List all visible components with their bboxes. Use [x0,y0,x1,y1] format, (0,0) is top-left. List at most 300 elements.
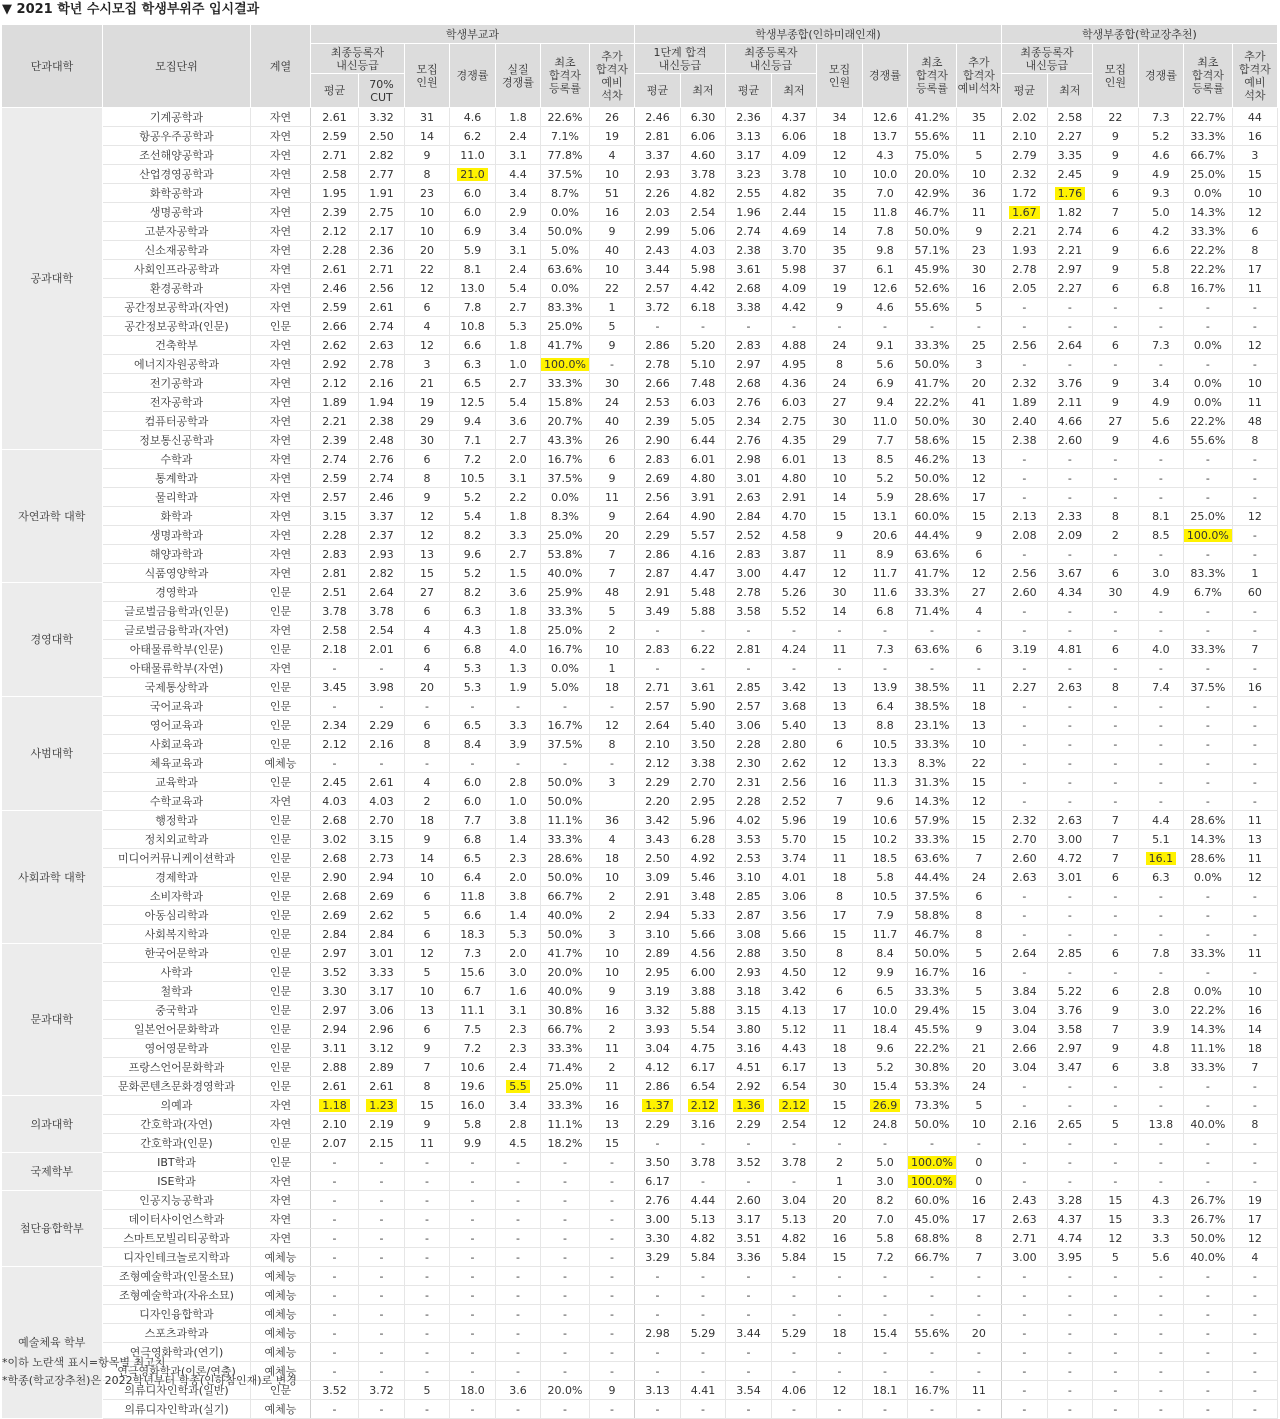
unit-cell: 영어영문학과 [103,1039,251,1058]
value-cell: 16 [956,963,1001,982]
value-cell: - [1183,792,1232,811]
value-cell: 6 [405,450,450,469]
value-cell: 2.36 [725,108,771,127]
value-cell: - [1092,925,1138,944]
value-cell: 18.2% [541,1134,590,1153]
header-avg: 평균 [311,74,359,108]
value-cell: 3.49 [634,602,680,621]
unit-cell: 문화콘텐츠문화경영학과 [103,1077,251,1096]
value-cell: 40.0% [541,982,590,1001]
value-cell: 12 [1232,336,1277,355]
value-cell: 8.5 [862,450,907,469]
value-cell: - [589,697,634,716]
value-cell: - [771,1267,816,1286]
table-row [2,1267,1278,1286]
value-cell: 15 [956,773,1001,792]
value-cell: - [1138,1324,1183,1343]
value-cell: 2.84 [311,925,359,944]
value-cell: 6.5 [450,849,496,868]
value-cell: 2.58 [311,165,359,184]
value-cell: 5.40 [680,716,725,735]
value-cell: - [1001,317,1047,336]
value-cell: - [541,697,590,716]
value-cell: 3.28 [1047,1191,1092,1210]
value-cell: 11 [816,545,862,564]
highlight-value: 100.0% [1184,529,1232,542]
table-row [2,374,1278,393]
value-cell: 4.9 [1138,393,1183,412]
value-cell: - [771,317,816,336]
value-cell: 50.0% [907,944,956,963]
value-cell: - [1001,659,1047,678]
value-cell: - [359,1324,405,1343]
value-cell: - [496,1267,541,1286]
value-cell: - [725,659,771,678]
value-cell: 57.1% [907,241,956,260]
value-cell: 25 [956,336,1001,355]
value-cell: 2.84 [359,925,405,944]
value-cell: 8.3% [907,754,956,773]
value-cell: 2.79 [1001,146,1047,165]
value-cell: - [1138,887,1183,906]
value-cell: 3 [405,355,450,374]
value-cell: 22.2% [1183,412,1232,431]
track-cell: 자연 [251,792,311,811]
value-cell: 8 [1232,431,1277,450]
unit-cell: 국어교육과 [103,697,251,716]
value-cell: - [405,1343,450,1362]
value-cell: - [1092,602,1138,621]
track-cell: 인문 [251,317,311,336]
track-cell: 자연 [251,545,311,564]
value-cell: - [1001,602,1047,621]
value-cell: 5.90 [680,697,725,716]
value-cell: 21 [405,374,450,393]
value-cell: 6.28 [680,830,725,849]
value-cell: 16 [1232,1001,1277,1020]
value-cell: 2.16 [1001,1115,1047,1134]
value-cell: 33.3% [1183,127,1232,146]
value-cell: - [956,621,1001,640]
value-cell: - [1232,526,1277,545]
value-cell: 18.0 [450,1381,496,1400]
value-cell: 2.4 [496,260,541,279]
track-cell: 자연 [251,564,311,583]
value-cell: 4.3 [1138,1191,1183,1210]
value-cell: 30 [1092,583,1138,602]
value-cell: 3 [589,925,634,944]
value-cell: 6.06 [680,127,725,146]
value-cell: 13.3 [862,754,907,773]
value-cell: 5.46 [680,868,725,887]
value-cell: - [1092,469,1138,488]
value-cell: - [541,1362,590,1381]
unit-cell: 영어교육과 [103,716,251,735]
value-cell: 3.00 [1001,1248,1047,1267]
value-cell: 1.8 [496,621,541,640]
value-cell: 2.37 [359,526,405,545]
value-cell: 3.67 [1047,564,1092,583]
track-cell: 인문 [251,1381,311,1400]
value-cell: 4.5 [496,1134,541,1153]
highlight-value: 5.5 [506,1080,530,1093]
value-cell: 5.96 [680,811,725,830]
value-cell: 2.69 [359,887,405,906]
highlight-value: 1.23 [366,1099,397,1112]
value-cell: - [405,1324,450,1343]
value-cell: 2.3 [496,1020,541,1039]
table-row [2,545,1278,564]
value-cell: 26 [589,108,634,127]
header-ratio: 경쟁률 [450,44,496,108]
value-cell: - [1232,1362,1277,1381]
value-cell: 2.55 [725,184,771,203]
value-cell: 7.2 [450,1039,496,1058]
value-cell: 14 [816,488,862,507]
value-cell: 2.8 [1138,982,1183,1001]
track-cell: 자연 [251,507,311,526]
header-min: 최저 [680,74,725,108]
table-row [2,887,1278,906]
value-cell: - [634,1305,680,1324]
value-cell: - [1138,355,1183,374]
value-cell: 3.06 [725,716,771,735]
value-cell: - [311,1153,359,1172]
table-row [2,1001,1278,1020]
track-cell: 자연 [251,184,311,203]
value-cell: 6.5 [450,716,496,735]
value-cell: 83.3% [1183,564,1232,583]
value-cell: 12 [1232,507,1277,526]
value-cell: 5.2 [1138,127,1183,146]
value-cell: - [1138,1362,1183,1381]
value-cell: 71.4% [541,1058,590,1077]
value-cell: 4.82 [771,1229,816,1248]
value-cell: 7.1% [541,127,590,146]
value-cell: 2.66 [1001,1039,1047,1058]
value-cell: 15 [956,431,1001,450]
value-cell: - [311,1305,359,1324]
value-cell: 2.74 [1047,222,1092,241]
value-cell: - [1183,716,1232,735]
value-cell: 16 [816,1229,862,1248]
value-cell: 3.50 [771,944,816,963]
value-cell: 4.81 [1047,640,1092,659]
value-cell: 2.71 [311,146,359,165]
value-cell: - [1092,355,1138,374]
college-cell: 공과대학 [2,108,103,450]
value-cell: 5.9 [450,241,496,260]
value-cell: - [1183,450,1232,469]
value-cell: 5 [956,944,1001,963]
value-cell: - [1092,545,1138,564]
value-cell: 38.5% [907,697,956,716]
value-cell: 31 [405,108,450,127]
value-cell: 9 [405,1115,450,1134]
value-cell: 18.3 [450,925,496,944]
value-cell: 3.44 [725,1324,771,1343]
value-cell: 13 [816,716,862,735]
value-cell: - [771,1305,816,1324]
value-cell: 10 [589,260,634,279]
unit-cell: 일본언어문화학과 [103,1020,251,1039]
value-cell: 5.4 [496,279,541,298]
value-cell: 2.32 [1001,165,1047,184]
value-cell: - [1047,1077,1092,1096]
value-cell: 3.06 [771,887,816,906]
value-cell: 1.89 [311,393,359,412]
value-cell: - [1047,792,1092,811]
value-cell [771,1096,816,1115]
value-cell: 2.60 [725,1191,771,1210]
value-cell: - [450,1286,496,1305]
value-cell: 2.54 [680,203,725,222]
unit-cell: 미디어커뮤니케이션학과 [103,849,251,868]
highlight-value: 21.0 [457,168,488,181]
value-cell: 60 [1232,583,1277,602]
value-cell: 20 [956,1324,1001,1343]
value-cell: 4 [589,146,634,165]
value-cell: 9.6 [862,792,907,811]
value-cell: - [1047,716,1092,735]
value-cell: - [1232,963,1277,982]
value-cell: 63.6% [541,260,590,279]
unit-cell: 식품영양학과 [103,564,251,583]
value-cell: - [1047,1343,1092,1362]
value-cell: 4.09 [771,146,816,165]
value-cell: 33.3% [1183,222,1232,241]
value-cell: 13 [816,1058,862,1077]
value-cell: 2.69 [311,906,359,925]
value-cell: 33.3% [1183,944,1232,963]
value-cell: 6.7 [450,982,496,1001]
value-cell: - [1232,621,1277,640]
value-cell: 4.82 [771,184,816,203]
value-cell: 3.0 [1138,1001,1183,1020]
value-cell: 9.3 [1138,184,1183,203]
header-group-principal: 학생부종합(학교장추천) [1001,25,1277,44]
value-cell: 15.4 [862,1077,907,1096]
college-cell: 예술체육 학부 [2,1267,103,1419]
track-cell: 자연 [251,469,311,488]
value-cell: 3.15 [359,830,405,849]
value-cell: 50.0% [907,222,956,241]
value-cell: 2.51 [311,583,359,602]
value-cell: 10 [589,868,634,887]
value-cell: 2.01 [359,640,405,659]
header-extra: 추가 합격자 예비석차 [956,44,1001,108]
value-cell: 6 [956,887,1001,906]
value-cell: - [907,1305,956,1324]
value-cell: 2.70 [1001,830,1047,849]
value-cell: 9.6 [450,545,496,564]
value-cell: 9 [1092,1039,1138,1058]
value-cell: - [1183,1400,1232,1419]
value-cell: 4.47 [771,564,816,583]
value-cell: - [496,1229,541,1248]
value-cell: - [589,1229,634,1248]
value-cell: - [1232,1381,1277,1400]
value-cell: 2.46 [311,279,359,298]
value-cell: 7.5 [450,1020,496,1039]
value-cell: - [589,1286,634,1305]
value-cell: - [634,621,680,640]
value-cell: 9 [1092,374,1138,393]
value-cell [634,1096,680,1115]
value-cell: 25.0% [541,621,590,640]
value-cell: 11 [1232,849,1277,868]
value-cell: 16 [589,1096,634,1115]
value-cell: 2.62 [771,754,816,773]
value-cell: 11.3 [862,773,907,792]
unit-cell: 사회복지학과 [103,925,251,944]
track-cell: 자연 [251,1229,311,1248]
value-cell: - [907,1343,956,1362]
value-cell: 12 [1092,1229,1138,1248]
value-cell: 4 [956,602,1001,621]
value-cell: 13 [589,1115,634,1134]
value-cell: - [1092,298,1138,317]
value-cell: 2.64 [1047,336,1092,355]
value-cell: 20 [816,1191,862,1210]
track-cell: 인문 [251,583,311,602]
value-cell: 8 [405,735,450,754]
value-cell: 4.0 [1138,640,1183,659]
value-cell: - [1092,773,1138,792]
highlight-value: 100.0% [908,1175,956,1188]
value-cell: 18 [816,868,862,887]
value-cell: - [771,1134,816,1153]
highlight-value: 100.0% [541,358,589,371]
value-cell: 5.6 [1138,1248,1183,1267]
value-cell: - [816,1362,862,1381]
value-cell: - [1047,1305,1092,1324]
value-cell: - [1183,488,1232,507]
value-cell: - [541,1400,590,1419]
unit-cell: 디자인융합학과 [103,1305,251,1324]
value-cell: 20.0% [907,165,956,184]
value-cell: 4.02 [725,811,771,830]
header-reg-rate: 최초 합격자 등록률 [907,44,956,108]
unit-cell: 전자공학과 [103,393,251,412]
value-cell: - [359,1400,405,1419]
value-cell: 20.0% [541,963,590,982]
unit-cell: 소비자학과 [103,887,251,906]
value-cell: - [1001,1153,1047,1172]
value-cell: 46.2% [907,450,956,469]
value-cell: - [1183,1343,1232,1362]
value-cell: 3.54 [725,1381,771,1400]
value-cell: 5.8 [862,1229,907,1248]
value-cell: - [1232,659,1277,678]
value-cell: 4.44 [680,1191,725,1210]
value-cell: 8.2 [862,1191,907,1210]
value-cell: - [725,1362,771,1381]
college-cell: 경영대학 [2,583,103,697]
value-cell: - [1232,773,1277,792]
highlight-value: 1.37 [642,1099,673,1112]
value-cell: - [862,1286,907,1305]
value-cell: - [1183,697,1232,716]
value-cell: 5.2 [862,469,907,488]
value-cell: 40.0% [1183,1248,1232,1267]
value-cell: 7 [956,849,1001,868]
value-cell: 10.6 [862,811,907,830]
value-cell: - [680,659,725,678]
value-cell: - [1092,1400,1138,1419]
value-cell: 14 [1232,1020,1277,1039]
table-row [2,1324,1278,1343]
value-cell: 10 [816,165,862,184]
value-cell: 2.34 [725,412,771,431]
value-cell: 3.13 [725,127,771,146]
header-final-grade: 최종등록자 내신등급 [725,44,816,74]
value-cell: 1.95 [311,184,359,203]
value-cell: - [1092,1381,1138,1400]
value-cell: 3.61 [725,260,771,279]
value-cell: 6.06 [771,127,816,146]
value-cell: 2.60 [1001,583,1047,602]
value-cell: 8.9 [862,545,907,564]
value-cell: 15.8% [541,393,590,412]
value-cell: - [359,754,405,773]
value-cell: - [1092,887,1138,906]
value-cell: - [1183,1096,1232,1115]
value-cell: 2.57 [725,697,771,716]
value-cell: - [1001,450,1047,469]
value-cell: 9 [589,336,634,355]
value-cell: - [450,754,496,773]
value-cell: 2.50 [359,127,405,146]
value-cell: 2.83 [725,545,771,564]
value-cell: 13.0 [450,279,496,298]
value-cell: - [1092,1286,1138,1305]
value-cell: 55.6% [1183,431,1232,450]
value-cell: 5 [956,982,1001,1001]
value-cell: - [1138,754,1183,773]
value-cell: 3.42 [771,678,816,697]
value-cell: 2 [816,1153,862,1172]
value-cell: 18 [405,811,450,830]
value-cell: 4.3 [450,621,496,640]
value-cell: - [1232,1324,1277,1343]
value-cell: - [680,1400,725,1419]
value-cell: 6.3 [450,355,496,374]
value-cell: - [1001,488,1047,507]
value-cell: 41.7% [541,336,590,355]
value-cell: 10 [956,165,1001,184]
value-cell: 2.91 [634,583,680,602]
value-cell: 9.6 [862,1039,907,1058]
value-cell: 9.1 [862,336,907,355]
value-cell: 3.53 [725,830,771,849]
value-cell: - [956,1286,1001,1305]
value-cell: 44.4% [907,868,956,887]
value-cell: 50.0% [1183,1229,1232,1248]
value-cell: 12 [816,1381,862,1400]
value-cell: - [1092,1324,1138,1343]
value-cell: - [1232,1343,1277,1362]
value-cell: - [1001,545,1047,564]
value-cell: 7.7 [862,431,907,450]
value-cell: 6.44 [680,431,725,450]
value-cell: 6.0 [450,203,496,222]
value-cell: - [1001,735,1047,754]
table-row [2,336,1278,355]
value-cell: - [1232,1077,1277,1096]
value-cell: 14 [816,222,862,241]
table-row [2,1153,1278,1172]
